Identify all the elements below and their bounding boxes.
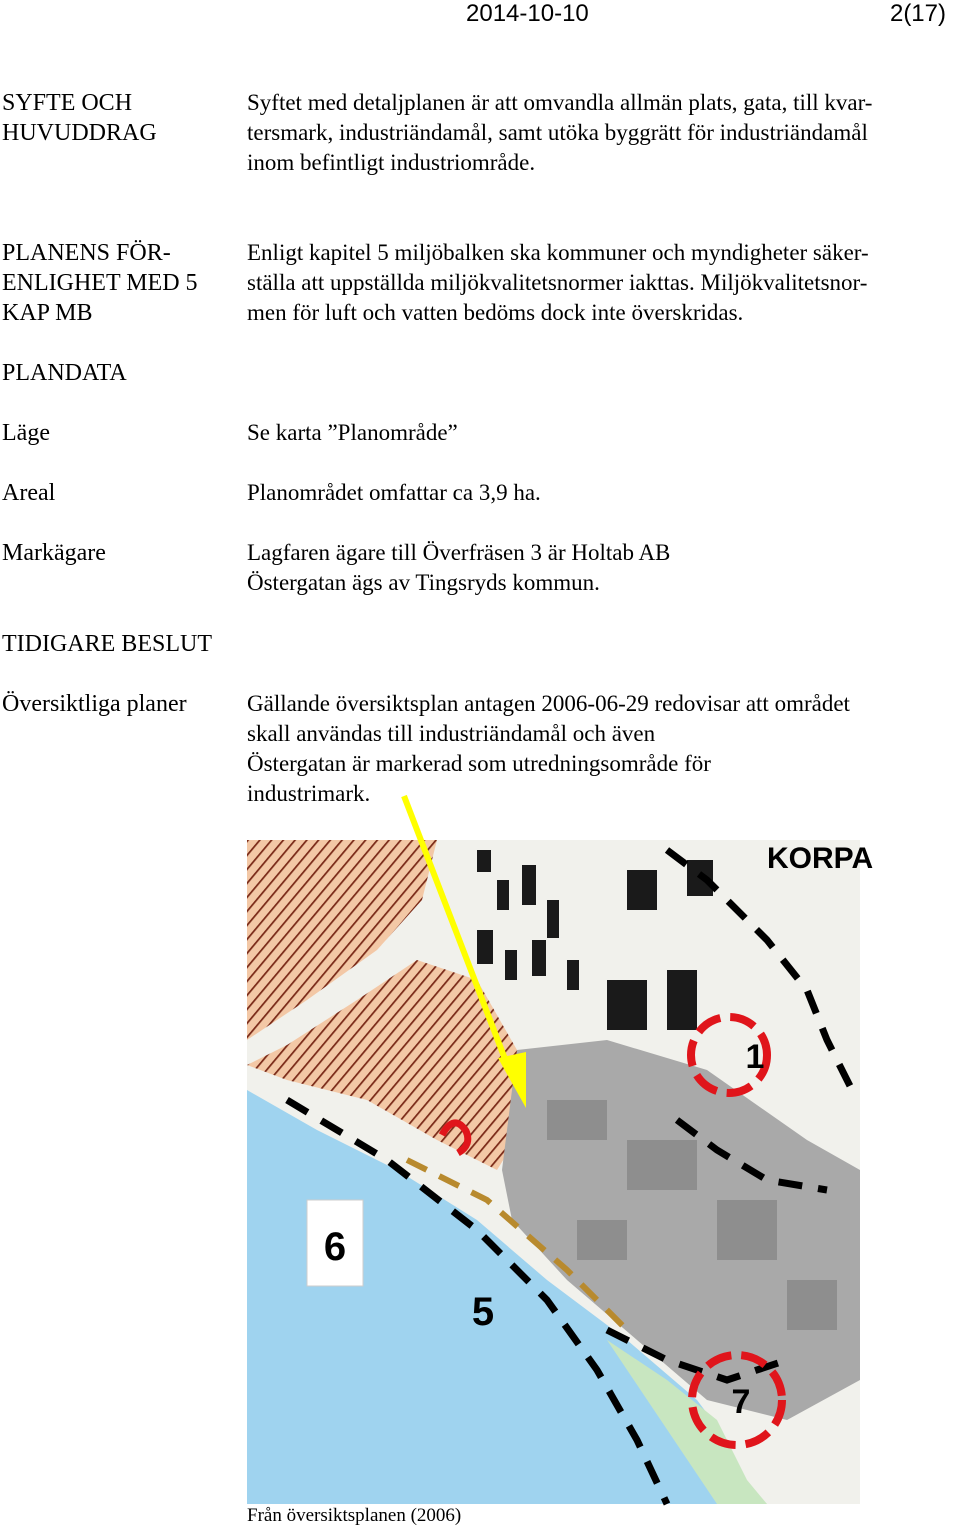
label-lage: Läge: [2, 420, 50, 446]
building: [607, 980, 647, 1030]
building: [667, 970, 697, 1030]
label-syfte: SYFTE OCH HUVUDDRAG: [2, 90, 157, 146]
overview-plan-map: [247, 840, 874, 1504]
text-markagare: Lagfaren ägare till Överfräsen 3 är Holtab AB Östergatan ägs av Tingsryds kommun.: [247, 540, 671, 595]
arrow-shaft: [404, 796, 510, 1072]
text-areal: Planområdet omfattar ca 3,9 ha.: [247, 480, 541, 505]
pointer-arrow: [390, 790, 540, 1110]
industrial-building: [787, 1280, 837, 1330]
heading-tidigare-beslut: TIDIGARE BESLUT: [2, 631, 212, 657]
building: [567, 960, 579, 990]
label-markagare: Markägare: [2, 540, 106, 566]
area-number-7: 7: [731, 1383, 751, 1421]
area-number-5: 5: [471, 1290, 495, 1334]
document-date: 2014-10-10: [466, 0, 589, 27]
industrial-building: [717, 1200, 777, 1260]
arrow-head: [498, 1052, 526, 1108]
text-forenlighet: Enligt kapitel 5 miljöbalken ska kommuner och myndigheter säker- ställa att uppställda miljökvalitetsnormer iakttas. Miljökvalitetsnor- men för luft och vatten bedöms dock inte överskridas.: [247, 240, 869, 325]
label-areal: Areal: [2, 480, 56, 506]
area-number-6: 6: [323, 1225, 347, 1269]
label-forenlighet: PLANENS FÖR- ENLIGHET MED 5 KAP MB: [2, 240, 198, 326]
page-number: 2(17): [889, 0, 946, 27]
building: [547, 900, 559, 938]
industrial-building: [577, 1220, 627, 1260]
label-oversiktliga-planer: Översiktliga planer: [2, 691, 187, 717]
map-graphic: [247, 840, 874, 1504]
heading-plandata: PLANDATA: [2, 360, 127, 386]
text-lage: Se karta ”Planområde”: [247, 420, 458, 445]
industrial-building: [627, 1140, 697, 1190]
map-caption: Från översiktsplanen (2006): [247, 1505, 462, 1526]
building: [627, 870, 657, 910]
area-number-1: 1: [745, 1038, 765, 1076]
text-syfte: Syftet med detaljplanen är att omvandla allmän plats, gata, till kvar- tersmark, industriändamål, samt utöka byggrätt för industriändamål inom befintligt industriområde.: [247, 90, 873, 175]
place-label-korpa: KORPA: [767, 842, 874, 875]
industrial-building: [547, 1100, 607, 1140]
text-oversiktliga-planer: Gällande översiktsplan antagen 2006-06-29 redovisar att området skall användas till industriändamål och även Östergatan är markerad som utredningsområde för industrimark.: [247, 691, 850, 806]
